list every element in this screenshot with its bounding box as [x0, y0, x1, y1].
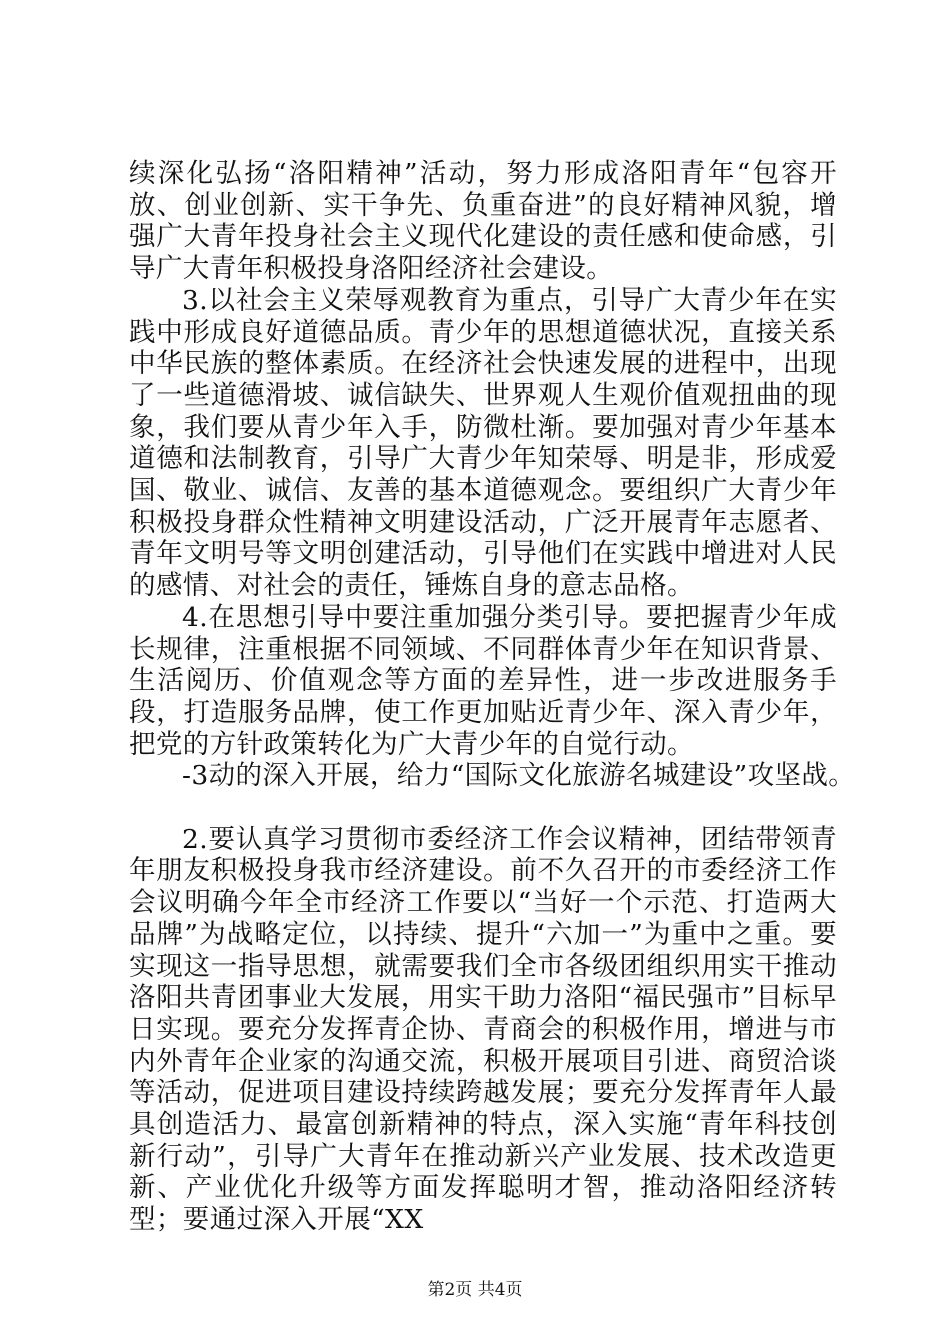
paragraph-item-4: 4.在思想引导中要注重加强分类引导。要把握青少年成长规律，注重根据不同领域、不同群体青少年在知识背景、生活阅历、价值观念等方面的差异性，进一步改进服务手段，打造服务品牌，使工作更加贴近青少年、深入青少年，把党的方针政策转化为广大青少年的自觉行动。 [129, 601, 837, 760]
page-footer: 第2页 共4页 [427, 1280, 523, 1300]
paragraph-item-3: 3.以社会主义荣辱观教育为重点，引导广大青少年在实践中形成良好道德品质。青少年的思想道德状况，直接关系中华民族的整体素质。在经济社会快速发展的进程中，出现了一些道德滑坡、诚信缺失、世界观人生观价值观扭曲的现象，我们要从青少年入手，防微杜渐。要加强对青少年基本道德和法制教育，引导广大青少年知荣辱、明是非，形成爱国、敬业、诚信、友善的基本道德观念。要组织广大青少年积极投身群众性精神文明建设活动，广泛开展青年志愿者、青年文明号等文明创建活动，引导他们在实践中增进对人民的感情、对社会的责任，锤炼自身的意志品格。 [129, 284, 837, 602]
paragraph-item-2: 2.要认真学习贯彻市委经济工作会议精神，团结带领青年朋友积极投身我市经济建设。前不久召开的市委经济工作会议明确今年全市经济工作要以“当好一个示范、打造两大品牌”为战略定位，以持续、提升“六加一”为重中之重。要实现这一指导思想，就需要我们全市各级团组织用实干推动洛阳共青团事业大发展，用实干助力洛阳“福民强市”目标早日实现。要充分发挥青企协、青商会的积极作用，增进与市内外青年企业家的沟通交流，积极开展项目引进、商贸洽谈等活动，促进项目建设持续跨越发展；要充分发挥青年人最具创造活力、最富创新精神的特点，深入实施“青年科技创新行动”，引导广大青年在推动新兴产业发展、技术改造更新、产业优化升级等方面发挥聪明才智，推动洛阳经济转型；要通过深入开展“XX [129, 823, 837, 1236]
paragraph-continuation: 续深化弘扬“洛阳精神”活动，努力形成洛阳青年“包容开放、创业创新、实干争先、负重奋进”的良好精神风貌，增强广大青年投身社会主义现代化建设的责任感和使命感，引导广大青年积极投身洛阳经济社会建设。 [129, 158, 837, 285]
paragraph-gap [129, 792, 837, 824]
document-body [129, 158, 856, 1236]
paragraph-fragment: -3动的深入开展，给力“国际文化旅游名城建设”攻坚战。 [182, 760, 856, 792]
